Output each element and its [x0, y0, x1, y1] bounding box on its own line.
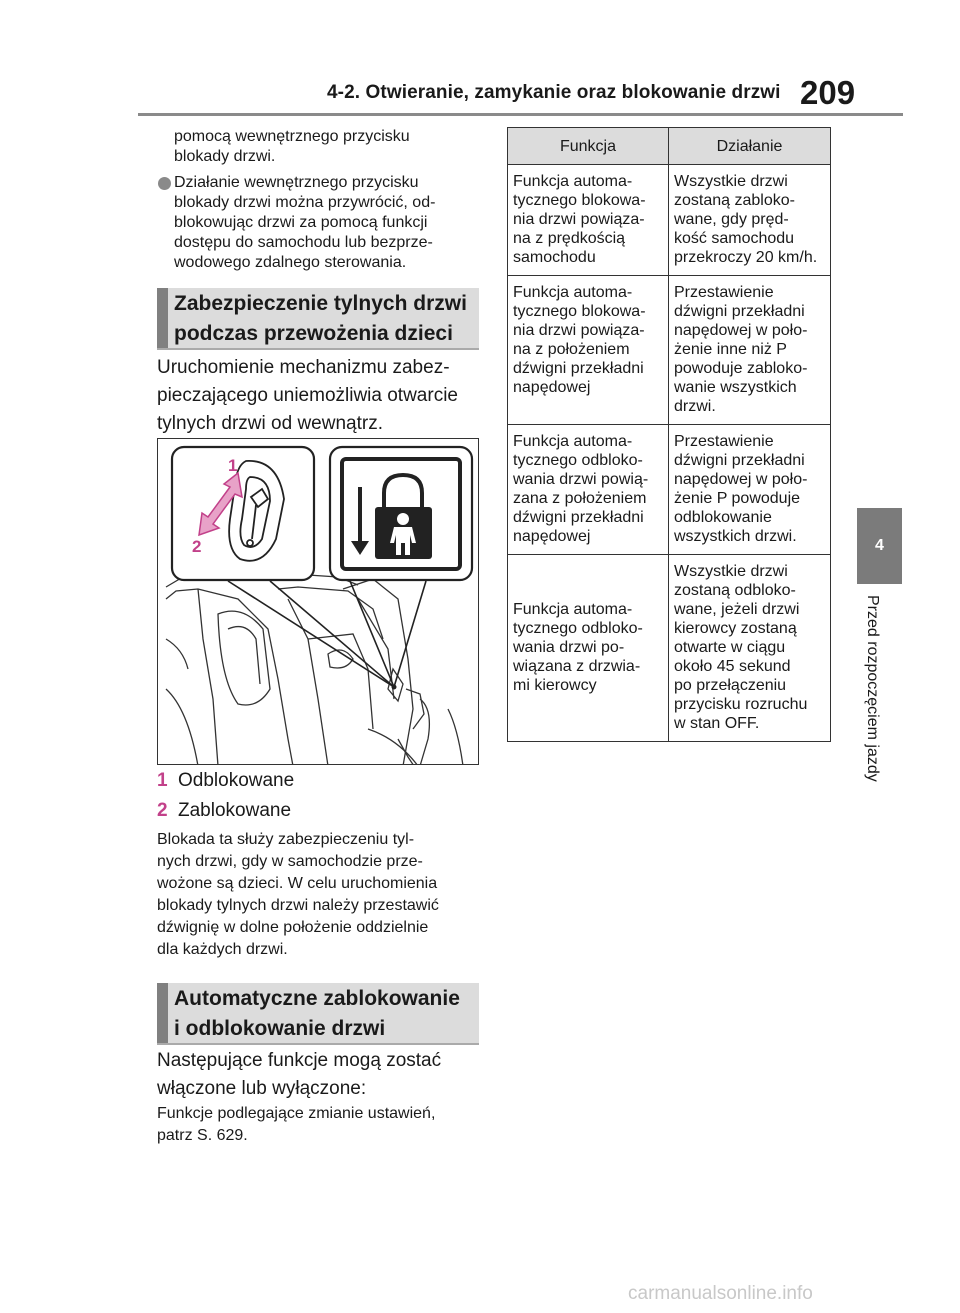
child-lock-description: Uruchomienie mechanizmu zabez- pieczającego uniemożliwia otwarcie tylnych drzwi od wewnątrz.: [157, 357, 458, 434]
auto-lock-description: Następujące funkcje mogą zostać włączone lub wyłączone:: [157, 1050, 442, 1099]
bullet-icon: [158, 177, 171, 190]
legend-number-1: 1: [157, 770, 168, 791]
section-heading-child-lock: Zabezpieczenie tylnych drzwi podczas przewożenia dzieci: [157, 288, 479, 348]
section-heading-auto-lock: Automatyczne zablokowanie i odblokowanie drzwi: [157, 983, 479, 1043]
action-cell: Przestawienie dźwigni przekładni napędowej w poło- żenie P powoduje odblokowanie wszystkich drzwi.: [669, 425, 831, 555]
figure-label-2: 2: [192, 537, 202, 556]
figure-label-1: 1: [228, 456, 238, 475]
watermark: carmanualsonline.info: [628, 1283, 813, 1304]
table-header-action: Działanie: [669, 128, 831, 165]
section-title: 4-2. Otwieranie, zamykanie oraz blokowanie drzwi: [327, 82, 781, 103]
intro-text: pomocą wewnętrznego przycisku blokady drzwi.: [174, 128, 410, 165]
function-cell: Funkcja automa- tycznego odbloko- wania drzwi po- wiązana z drzwia- mi kierowcy: [508, 555, 669, 742]
action-cell: Wszystkie drzwi zostaną zabloko- wane, gdy pręd- kość samochodu przekroczy 20 km/h.: [669, 165, 831, 276]
function-table: [507, 127, 831, 742]
function-cell: Funkcja automa- tycznego blokowa- nia drzwi powiąza- na z prędkością samochodu: [508, 165, 669, 276]
bullet-text: Działanie wewnętrznego przycisku blokady drzwi można przywrócić, od- blokowując drzwi za pomocą funkcji dostępu do samochodu lub bezprze- wodowego zdalnego sterowania.: [174, 174, 436, 271]
legend-text-unlocked: Odblokowane: [178, 770, 295, 791]
header-divider: [138, 113, 903, 116]
function-cell: Funkcja automa- tycznego blokowa- nia drzwi powiąza- na z położeniem dźwigni przekładni napędowej: [508, 276, 669, 425]
legend-text-locked: Zablokowane: [178, 800, 292, 821]
table-row: [508, 165, 831, 276]
action-cell: Wszystkie drzwi zostaną odbloko- wane, jeżeli drzwi kierowcy zostaną otwarte w ciągu około 45 sekund po przełączeniu przycisku rozruchu w stan OFF.: [669, 555, 831, 742]
child-lock-illustration: [157, 438, 479, 765]
chapter-title: Przed rozpoczęciem jazdy: [864, 595, 881, 782]
table-header-function: Funkcja: [508, 128, 669, 165]
table-row: [508, 276, 831, 425]
auto-lock-note: Funkcje podlegające zmianie ustawień, patrz S. 629.: [157, 1105, 436, 1144]
child-lock-note: Blokada ta służy zabezpieczeniu tyl- nych drzwi, gdy w samochodzie prze- wożone są dzieci. W celu uruchomienia blokady tylnych drzwi należy przestawić dźwignię w dolne położenie oddzielnie dla każdych drzwi.: [157, 831, 439, 958]
table-row: [508, 425, 831, 555]
function-cell: Funkcja automa- tycznego odbloko- wania drzwi powią- zana z położeniem dźwigni przekładni napędowej: [508, 425, 669, 555]
table-row: [508, 555, 831, 742]
chapter-tab[interactable]: 4: [857, 508, 902, 584]
page-number: 209: [800, 74, 856, 111]
action-cell: Przestawienie dźwigni przekładni napędowej w poło- żenie inne niż P powoduje zabloko- wanie wszystkich drzwi.: [669, 276, 831, 425]
legend-number-2: 2: [157, 800, 168, 821]
